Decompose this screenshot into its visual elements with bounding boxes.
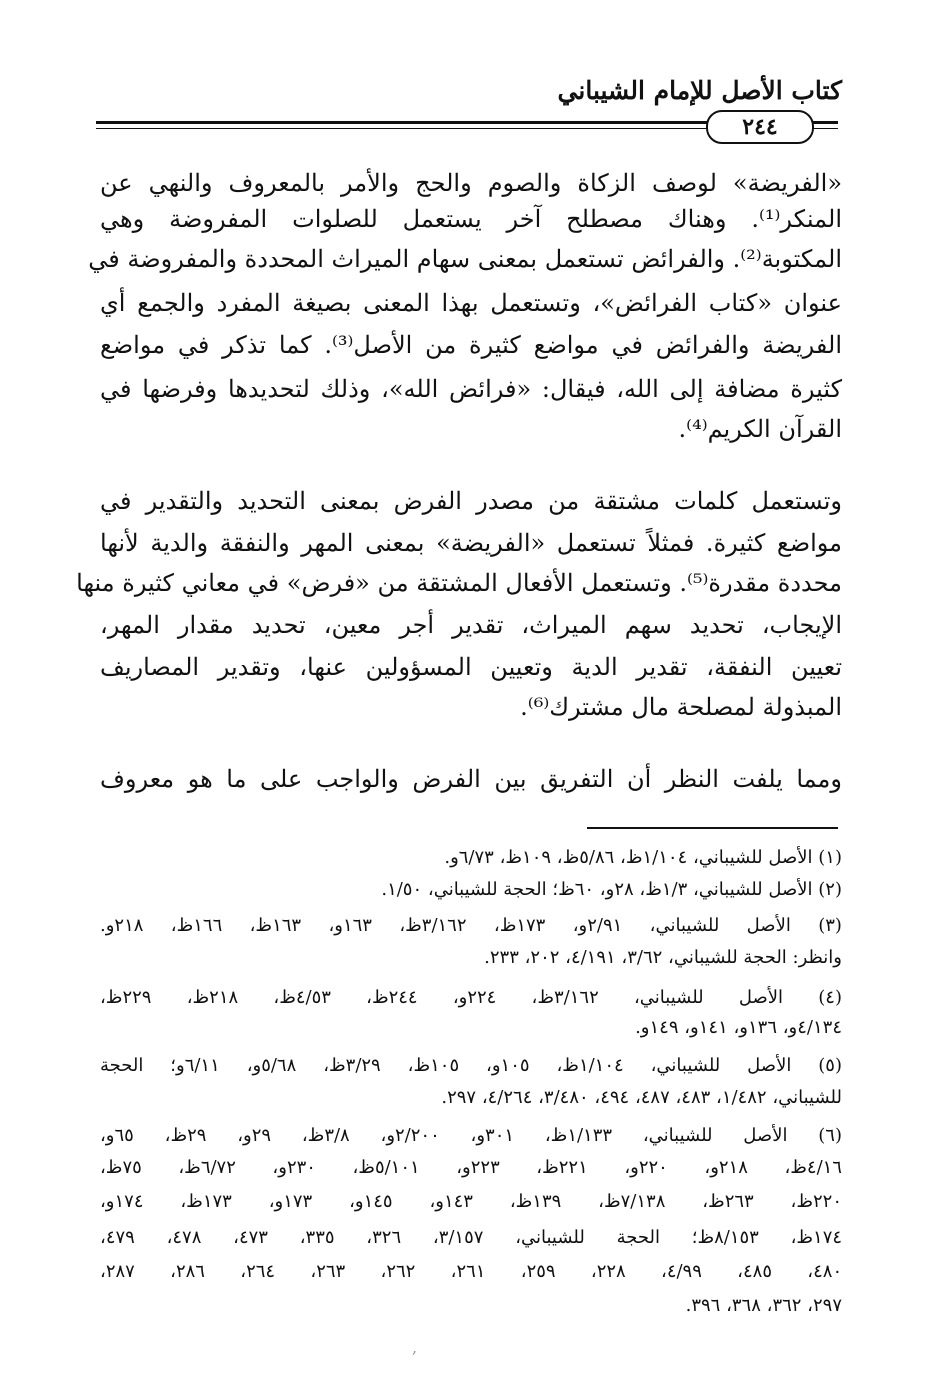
footnote-line: (٣) الأصل للشيباني، ٢/٩١و، ١٧٣ظ، ٣/١٦٢ظ، ١٦٣و، ١٦٣ظ، ١٦٦ظ، ٢١٨و.: [100, 915, 842, 936]
body-line: وتستعمل كلمات مشتقة من مصدر الفرض بمعنى التحديد والتقدير في: [100, 487, 843, 515]
footnote-line: ٤/١٣٤و، ١٣٦و، ١٤١و، ١٤٩و.: [635, 1017, 842, 1038]
body-line: ومما يلفت النظر أن التفريق بين الفرض والواجب على ما هو معروف: [100, 765, 842, 793]
scan-speck: ,: [412, 1338, 418, 1357]
body-line: الفريضة والفرائض في مواضع كثيرة من الأصل⁽³⁾. كما تذكر في مواضع: [100, 331, 842, 359]
body-line: المبذولة لمصلحة مال مشترك⁽⁶⁾.: [520, 693, 842, 721]
footnote-line: (١) الأصل للشيباني، ١/١٠٤ظ، ٥/٨٦ظ، ١٠٩ظ، ٦/٧٣و.: [444, 847, 842, 868]
footnote-line: للشيباني، ١/٤٨٢، ٤٨٣، ٤٨٧، ٤٩٤، ٣/٤٨٠، ٤/٢٦٤، ٢٩٧.: [441, 1087, 842, 1108]
footnote-separator: [587, 827, 838, 829]
body-line: القرآن الكريم⁽⁴⁾.: [678, 415, 842, 443]
body-line: محددة مقدرة⁽⁵⁾. وتستعمل الأفعال المشتقة من «فرض» في معاني كثيرة منها: [76, 569, 842, 597]
body-line: عنوان «كتاب الفرائض»، وتستعمل بهذا المعنى بصيغة المفرد والجمع أي: [100, 289, 842, 317]
footnote-line: (٥) الأصل للشيباني، ١/١٠٤ظ، ١٠٥و، ١٠٥ظ، ٣/٢٩ظ، ٥/٦٨و، ٦/١١و؛ الحجة: [100, 1055, 842, 1076]
body-line: كثيرة مضافة إلى الله، فيقال: «فرائض الله»، وذلك لتحديدها وفرضها في: [100, 375, 842, 403]
footnote-line: وانظر: الحجة للشيباني، ٣/٦٢، ٤/١٩١، ٢٠٢، ٢٣٣.: [484, 947, 842, 968]
page-number: ٢٤٤: [706, 110, 814, 144]
body-line: تعيين النفقة، تقدير الدية وتعيين المسؤولين عنها، وتقدير المصاريف: [100, 653, 842, 681]
footnote-line: (٤) الأصل للشيباني، ٣/١٦٢ظ، ٢٢٤و، ٢٤٤ظ، ٤/٥٣ظ، ٢١٨ظ، ٢٢٩ظ،: [100, 987, 842, 1008]
footnote-line: ٤/١٦ظ، ٢١٨و، ٢٢٠و، ٢٢١ظ، ٢٢٣و، ٥/١٠١ظ، ٢٣٠و، ٦/٧٢ظ، ٧٥ظ،: [100, 1157, 842, 1178]
body-line: المكتوبة⁽²⁾. والفرائض تستعمل بمعنى سهام الميراث المحددة والمفروضة في: [88, 245, 842, 273]
footnote-line: ٤٨٠، ٤٨٥، ٤/٩٩، ٢٢٨، ٢٥٩، ٢٦١، ٢٦٢، ٢٦٣، ٢٦٤، ٢٨٦، ٢٨٧،: [100, 1261, 843, 1282]
body-line: «الفريضة» لوصف الزكاة والصوم والحج والأمر بالمعروف والنهي عن: [100, 169, 842, 197]
footnote-line: ٢٢٠ظ، ٢٦٣ظ، ٧/١٣٨ظ، ١٣٩ظ، ١٤٣و، ١٤٥و، ١٧٣و، ١٧٣ظ، ١٧٤و،: [100, 1191, 843, 1212]
footnote-line: (٢) الأصل للشيباني، ١/٣ظ، ٢٨و، ٦٠ظ؛ الحجة للشيباني، ١/٥٠.: [381, 879, 842, 900]
footnote-line: (٦) الأصل للشيباني، ١/١٣٣ظ، ٣٠١و، ٢/٢٠٠و، ٣/٨ظ، ٢٩و، ٢٩ظ، ٦٥و،: [100, 1125, 842, 1146]
body-line: مواضع كثيرة. فمثلاً تستعمل «الفريضة» بمعنى المهر والنفقة والدية لأنها: [100, 529, 842, 557]
body-line: الإيجاب، تحديد سهم الميراث، تقدير أجر معين، تحديد مقدار المهر،: [100, 611, 842, 639]
footnote-line: ١٧٤ظ، ٨/١٥٣ظ؛ الحجة للشيباني، ٣/١٥٧، ٣٢٦، ٣٣٥، ٤٧٣، ٤٧٨، ٤٧٩،: [100, 1227, 843, 1248]
body-line: المنكر⁽¹⁾. وهناك مصطلح آخر يستعمل للصلوات المفروضة وهي: [100, 205, 842, 233]
footnote-line: ٢٩٧، ٣٦٢، ٣٦٨، ٣٩٦.: [685, 1295, 842, 1316]
running-header-title: كتاب الأصل للإمام الشيباني: [557, 76, 842, 105]
